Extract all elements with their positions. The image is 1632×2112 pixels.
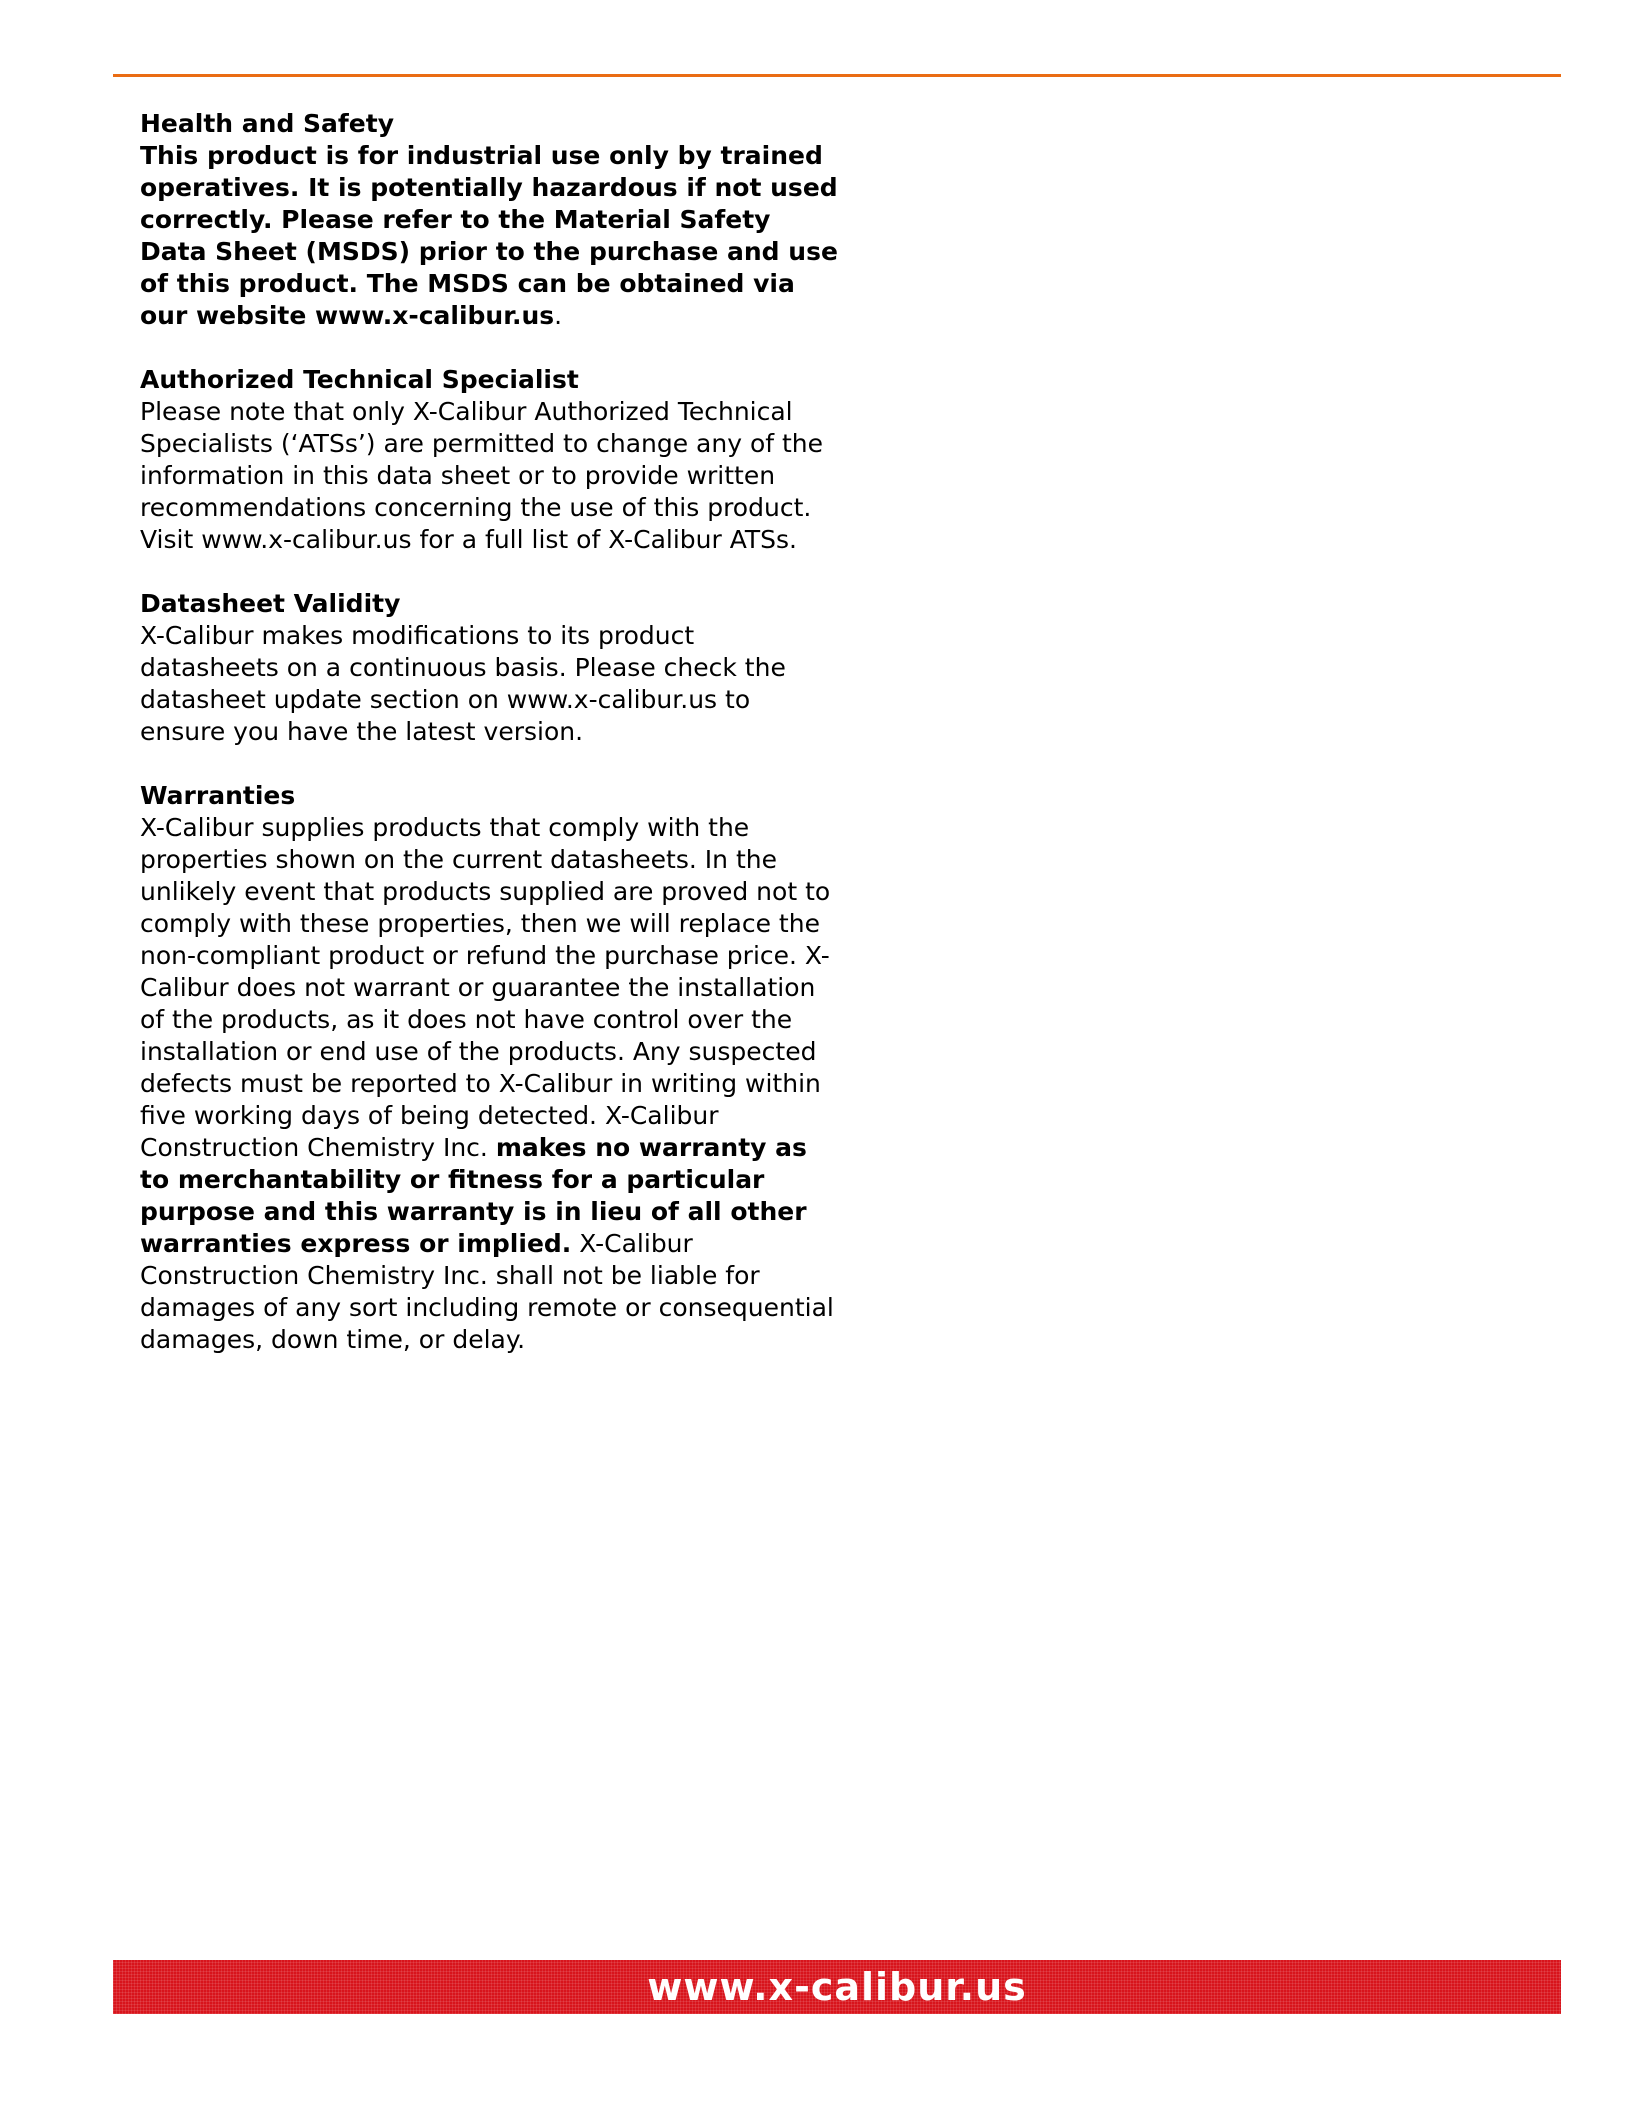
- warranties-disclaimer: makes no warranty as to merchantability or fitness for a particular purpose and this warranty is in lieu of all other warranties express or implied.: [140, 1133, 807, 1258]
- health-safety-trailing: .: [554, 301, 563, 330]
- warranties-heading: Warranties: [140, 781, 296, 810]
- ats-section: [140, 364, 840, 556]
- warranties-text: [140, 812, 840, 1356]
- health-safety-section: [140, 108, 840, 332]
- ats-text: Please note that only X-Calibur Authorized Technical Specialists (‘ATSs’) are permitted to change any of the information in this data sheet or to provide written recommendations concerning the use of this product. Visit www.x-calibur.us for a full list of X-Calibur ATSs.: [140, 397, 824, 554]
- footer-website-link[interactable]: www.x-calibur.us: [647, 1965, 1027, 2009]
- validity-heading: Datasheet Validity: [140, 589, 401, 618]
- validity-text: X-Calibur makes modifications to its product datasheets on a continuous basis. Please check the datasheet update section on www.x-calibur.us to ensure you have the latest version.: [140, 621, 786, 746]
- health-safety-warning: This product is for industrial use only by trained operatives. It is potentially hazardous if not used correctly. Please refer to the Material Safety Data Sheet (MSDS) prior to the purchase and use of this product. The MSDS can be obtained via our website www.x-calibur.us: [140, 141, 838, 330]
- warranties-text-part2: X-Calibur Construction Chemistry Inc. shall not be liable for damages of any sort including remote or consequential damages, down time, or delay.: [140, 1229, 834, 1354]
- document-body: [140, 108, 840, 1388]
- ats-heading: Authorized Technical Specialist: [140, 365, 579, 394]
- health-safety-heading: Health and Safety: [140, 109, 394, 138]
- validity-section: [140, 588, 840, 748]
- top-divider: [113, 74, 1561, 77]
- warranties-text-part1: X-Calibur supplies products that comply with the properties shown on the current datasheets. In the unlikely event that products supplied are proved not to comply with these properties, then we will replace the non-compliant product or refund the purchase price. X-Calibur does not warrant or guarantee the installation of the products, as it does not have control over the installation or end use of the products. Any suspected defects must be reported to X-Calibur in writing within five working days of being detected. X-Calibur Construction Chemistry Inc.: [140, 813, 831, 1162]
- warranties-section: [140, 780, 840, 1356]
- footer-band: [113, 1960, 1561, 2014]
- health-safety-text: [140, 140, 840, 332]
